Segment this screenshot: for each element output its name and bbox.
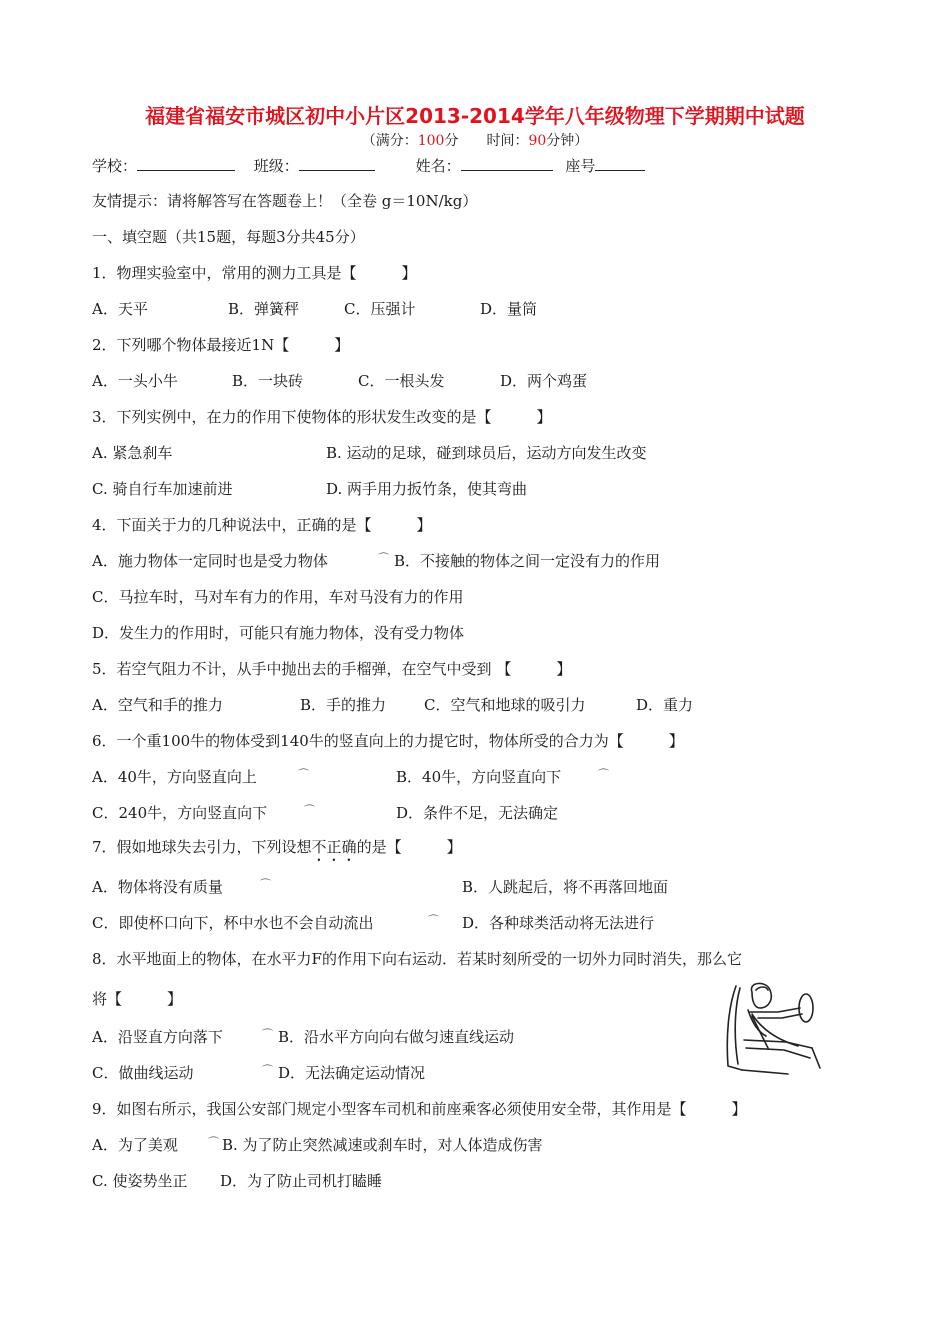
q1-option-a: A．天平 <box>92 300 148 318</box>
q2-option-b: B．一块砖 <box>232 372 304 390</box>
q7-stem-pre: 7．假如地球失去引力，下列设想 <box>92 838 312 856</box>
q7-stem-post: 的是【 】 <box>356 838 462 856</box>
page-title: 福建省福安市城区初中小片区2013-2014学年八年级物理下学期期中试题 <box>145 104 805 128</box>
q2-stem: 2．下列哪个物体最接近1N【 】 <box>92 336 350 354</box>
q8-stem-line1: 8．水平地面上的物体，在水平力F的作用下向右运动．若某时刻所受的一切外力同时消失，那么它 <box>92 950 742 968</box>
q7-option-c: C．即使杯口向下，杯中水也不会自动流出 <box>92 914 374 932</box>
class-blank <box>299 156 375 171</box>
anchor-mark-icon: ⌒ <box>262 1028 273 1041</box>
q8-option-d: D．无法确定运动情况 <box>278 1064 426 1082</box>
q7-option-b: B．人跳起后，将不再落回地面 <box>462 878 669 896</box>
q3-option-c: C. 骑自行车加速前进 <box>92 480 233 498</box>
time-unit: 分钟） <box>546 133 589 149</box>
q7-stem <box>92 836 462 865</box>
q6-option-b: B．40牛，方向竖直向下 <box>396 768 562 786</box>
q9-option-d: D．为了防止司机打瞌睡 <box>220 1172 383 1190</box>
q6-option-d: D．条件不足，无法确定 <box>396 804 559 822</box>
seat-blank <box>595 156 645 171</box>
q4-option-b: B．不接触的物体之间一定没有力的作用 <box>394 552 661 570</box>
q1-option-d: D．量筒 <box>480 300 538 318</box>
score-value: 100 <box>417 133 445 149</box>
anchor-mark-icon: ⌒ <box>598 768 609 781</box>
school-label: 学校： <box>92 157 138 175</box>
q2-option-a: A．一头小牛 <box>92 372 178 390</box>
q6-option-c: C．240牛，方向竖直向下 <box>92 804 268 822</box>
q9-option-b: B. 为了防止突然减速或刹车时，对人体造成伤害 <box>222 1136 543 1154</box>
anchor-mark-icon: ⌒ <box>304 804 315 817</box>
q6-stem: 6．一个重100牛的物体受到140牛的竖直向上的力提它时，物体所受的合力为【 】 <box>92 732 684 750</box>
time-value: 90 <box>528 133 547 149</box>
q5-option-a: A．空气和手的推力 <box>92 696 223 714</box>
q4-option-a: A．施力物体一定同时也是受力物体 <box>92 552 328 570</box>
q2-option-d: D．两个鸡蛋 <box>500 372 588 390</box>
exam-meta <box>0 130 950 150</box>
q5-stem: 5．若空气阻力不计，从手中抛出去的手榴弹，在空气中受到 【 】 <box>92 660 572 678</box>
q5-option-d: D．重力 <box>636 696 694 714</box>
q4-option-c: C．马拉车时，马对车有力的作用，车对马没有力的作用 <box>92 588 464 606</box>
q1-option-b: B．弹簧秤 <box>228 300 300 318</box>
student-info-row <box>92 155 645 176</box>
driver-seatbelt-illustration <box>722 978 826 1078</box>
q4-stem: 4．下面关于力的几种说法中，正确的是【 】 <box>92 516 432 534</box>
tip-text: 友情提示：请将解答写在答题卷上！（全卷 g＝10N/kg） <box>92 192 478 210</box>
q7-stem-emphasis: 不正确 <box>311 838 357 856</box>
time-prefix: 时间： <box>486 133 529 149</box>
school-blank <box>137 156 235 171</box>
section-heading: 一、填空题（共15题，每题3分共45分） <box>92 228 365 246</box>
seat-label: 座号 <box>565 157 596 175</box>
q2-option-c: C．一根头发 <box>358 372 445 390</box>
score-prefix: （满分： <box>361 133 418 149</box>
q4-option-d: D．发生力的作用时，可能只有施力物体，没有受力物体 <box>92 624 465 642</box>
anchor-mark-icon: ⌒ <box>298 768 309 781</box>
anchor-mark-icon: ⌒ <box>428 914 439 927</box>
q9-option-a: A．为了美观 <box>92 1136 178 1154</box>
q5-option-b: B．手的推力 <box>300 696 387 714</box>
q1-option-c: C．压强计 <box>344 300 416 318</box>
name-label: 姓名： <box>415 157 461 175</box>
q6-option-a: A．40牛，方向竖直向上 <box>92 768 257 786</box>
anchor-mark-icon: ⌒ <box>208 1136 219 1149</box>
anchor-mark-icon: ⌒ <box>378 552 389 565</box>
q3-stem: 3．下列实例中，在力的作用下使物体的形状发生改变的是【 】 <box>92 408 552 426</box>
q8-option-b: B．沿水平方向向右做匀速直线运动 <box>278 1028 515 1046</box>
q7-option-a: A．物体将没有质量 <box>92 878 223 896</box>
q3-option-d: D. 两手用力扳竹条，使其弯曲 <box>326 480 528 498</box>
class-label: 班级： <box>253 157 299 175</box>
q5-option-c: C．空气和地球的吸引力 <box>424 696 586 714</box>
q9-stem: 9．如图右所示，我国公安部门规定小型客车司机和前座乘客必须使用安全带，其作用是【 】 <box>92 1100 747 1118</box>
name-blank <box>461 156 553 171</box>
anchor-mark-icon: ⌒ <box>262 1064 273 1077</box>
q8-option-a: A．沿竖直方向落下 <box>92 1028 223 1046</box>
q3-option-b: B. 运动的足球，碰到球员后，运动方向发生改变 <box>326 444 647 462</box>
q8-stem-line2: 将【 】 <box>92 990 183 1008</box>
q3-option-a: A. 紧急刹车 <box>92 444 173 462</box>
score-unit: 分 <box>444 133 459 149</box>
q8-option-c: C．做曲线运动 <box>92 1064 194 1082</box>
q1-stem: 1．物理实验室中，常用的测力工具是【 】 <box>92 264 417 282</box>
anchor-mark-icon: ⌒ <box>260 878 271 891</box>
q7-option-d: D．各种球类活动将无法进行 <box>462 914 655 932</box>
q9-option-c: C. 使姿势坐正 <box>92 1172 188 1190</box>
